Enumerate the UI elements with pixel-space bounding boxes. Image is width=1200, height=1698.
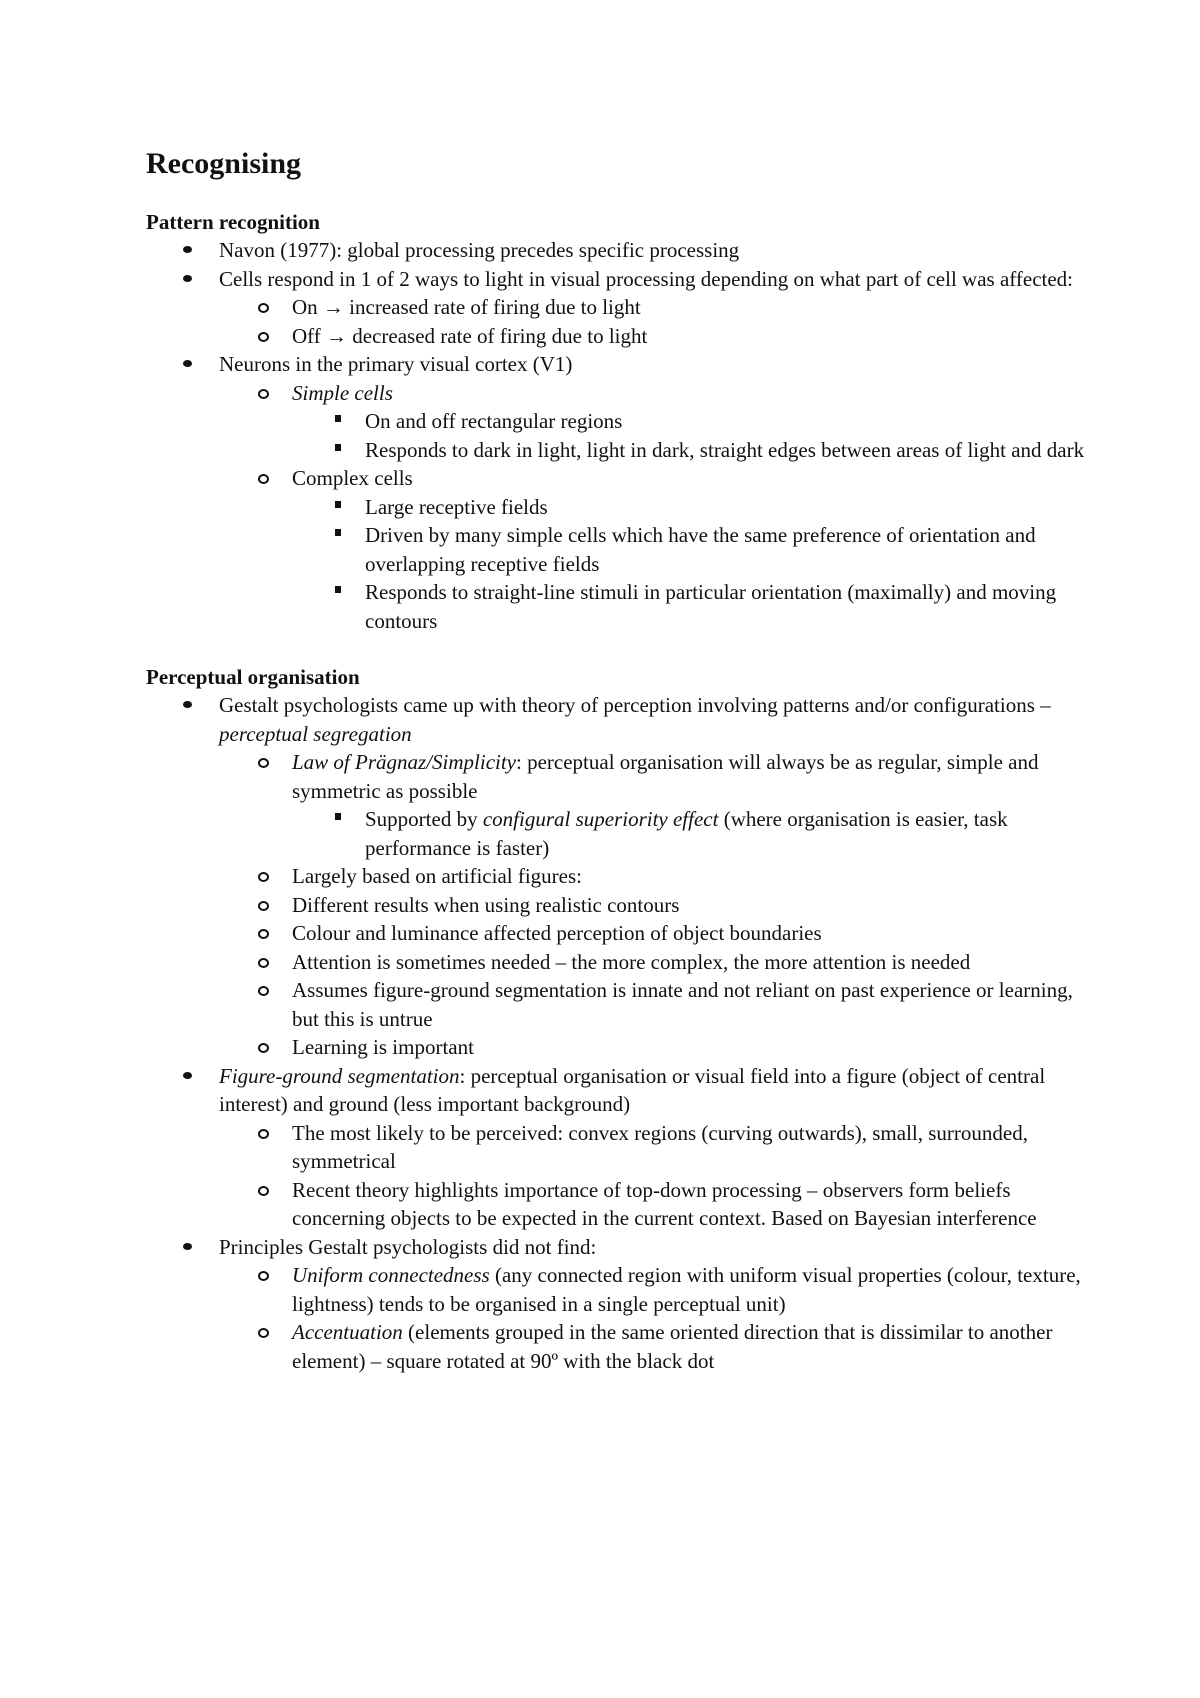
- section: [146, 663, 1086, 1375]
- hollow-circle-bullet-icon: [258, 389, 269, 399]
- hollow-circle-bullet-icon: [258, 1043, 269, 1053]
- list-item-level-2: [146, 1318, 1086, 1375]
- item-text: Largely based on artificial figures:: [292, 864, 583, 888]
- hollow-circle-bullet-icon: [258, 474, 269, 484]
- list-item-level-3: [146, 493, 1086, 522]
- item-text: : perceptual organisation or visual field into a figure (object of central interest) and ground (less important background): [219, 1063, 1046, 1116]
- item-text: The most likely to be perceived: convex regions (curving outwards), small, surrounded, symmetrical: [292, 1120, 1028, 1173]
- list-item-level-1: [146, 265, 1086, 294]
- section-heading: Pattern recognition: [146, 210, 320, 234]
- item-text: Supported by: [365, 807, 483, 831]
- filled-circle-bullet-icon: [183, 275, 192, 282]
- list-item-level-2: [146, 322, 1086, 351]
- hollow-circle-bullet-icon: [258, 1271, 269, 1281]
- item-text: Assumes figure-ground segmentation is innate and not reliant on past experience or learning, but this is untrue: [292, 978, 1073, 1031]
- list-item-level-2: [146, 1261, 1086, 1318]
- square-bullet-icon: [335, 444, 341, 451]
- list-item-level-3: [146, 805, 1086, 862]
- list-item-level-2: [146, 1033, 1086, 1062]
- list-item-level-3: [146, 521, 1086, 578]
- item-text: (where organisation is easier, task performance is faster): [365, 807, 1008, 860]
- item-text: Cells respond in 1 of 2 ways to light in visual processing depending on what part of cell was affected:: [219, 266, 1074, 291]
- square-bullet-icon: [335, 415, 341, 422]
- hollow-circle-bullet-icon: [258, 986, 269, 996]
- item-text: Responds to dark in light, light in dark, straight edges between areas of light and dark: [365, 437, 1085, 462]
- list-item-level-2: [146, 1176, 1086, 1233]
- hollow-circle-bullet-icon: [258, 1186, 269, 1196]
- italic-text: Figure-ground segmentation: [219, 1063, 460, 1088]
- item-text: Neurons in the primary visual cortex (V1): [219, 352, 573, 376]
- list-item-level-1: [146, 691, 1086, 748]
- list-item-level-2: [146, 748, 1086, 805]
- italic-text: Accentuation: [292, 1320, 403, 1344]
- square-bullet-icon: [335, 501, 341, 508]
- item-text: (any connected region with uniform visual properties (colour, texture, lightness) tends to be organised in a single perceptual unit): [292, 1263, 1081, 1316]
- document-page: [146, 146, 1086, 1375]
- italic-text: Uniform connectedness: [292, 1263, 490, 1287]
- item-text: Gestalt psychologists came up with theory of perception involving patterns and/or configurations –: [219, 693, 1051, 717]
- square-bullet-icon: [335, 813, 341, 820]
- hollow-circle-bullet-icon: [258, 1129, 269, 1139]
- italic-text: configural superiority effect: [482, 807, 719, 831]
- hollow-circle-bullet-icon: [258, 958, 269, 968]
- item-text: On → increased rate of firing due to light: [292, 295, 641, 319]
- filled-circle-bullet-icon: [183, 1072, 192, 1079]
- list-item-level-2: [146, 948, 1086, 977]
- item-text: On and off rectangular regions: [365, 409, 623, 433]
- item-text: Recent theory highlights importance of top-down processing – observers form beliefs concerning objects to be expected in the current context. Based on Bayesian interference: [292, 1177, 1037, 1230]
- italic-text: Simple cells: [292, 380, 393, 405]
- document-body: [146, 208, 1086, 1375]
- item-text: Learning is important: [292, 1035, 474, 1059]
- italic-text: perceptual segregation: [219, 721, 412, 746]
- list-item-level-1: [146, 1062, 1086, 1119]
- list-item-level-1: [146, 236, 1086, 265]
- bullet-list: [146, 691, 1086, 1375]
- section-heading: Perceptual organisation: [146, 665, 360, 689]
- italic-text: Law of Prägnaz/Simplicity: [292, 750, 517, 774]
- square-bullet-icon: [335, 586, 341, 593]
- hollow-circle-bullet-icon: [258, 303, 269, 313]
- filled-circle-bullet-icon: [183, 1243, 192, 1250]
- item-text: Different results when using realistic contours: [292, 892, 680, 917]
- list-item-level-2: [146, 919, 1086, 948]
- list-item-level-2: [146, 976, 1086, 1033]
- item-text: Colour and luminance affected perception of object boundaries: [292, 921, 822, 945]
- list-item-level-3: [146, 436, 1086, 465]
- item-text: Off → decreased rate of firing due to light: [292, 323, 648, 348]
- hollow-circle-bullet-icon: [258, 929, 269, 939]
- list-item-level-2: [146, 862, 1086, 891]
- list-item-level-2: [146, 1119, 1086, 1176]
- list-item-level-2: [146, 379, 1086, 408]
- hollow-circle-bullet-icon: [258, 872, 269, 882]
- item-text: Navon (1977): global processing precedes specific processing: [219, 238, 740, 262]
- filled-circle-bullet-icon: [183, 360, 192, 367]
- item-text: Principles Gestalt psychologists did not find:: [219, 1234, 597, 1259]
- item-text: Attention is sometimes needed – the more complex, the more attention is needed: [292, 949, 971, 974]
- item-text: (elements grouped in the same oriented direction that is dissimilar to another element) – square rotated at 90º with the black dot: [292, 1320, 1053, 1373]
- document-title: Recognising: [146, 147, 302, 180]
- bullet-list: [146, 236, 1086, 635]
- item-text: Responds to straight-line stimuli in particular orientation (maximally) and moving contours: [365, 580, 1057, 633]
- section: [146, 208, 1086, 635]
- list-item-level-2: [146, 464, 1086, 493]
- list-item-level-1: [146, 350, 1086, 379]
- list-item-level-3: [146, 578, 1086, 635]
- hollow-circle-bullet-icon: [258, 901, 269, 911]
- item-text: Driven by many simple cells which have the same preference of orientation and overlapping receptive fields: [365, 523, 1036, 576]
- filled-circle-bullet-icon: [183, 246, 192, 253]
- hollow-circle-bullet-icon: [258, 1328, 269, 1338]
- list-item-level-2: [146, 293, 1086, 322]
- list-item-level-2: [146, 891, 1086, 920]
- list-item-level-3: [146, 407, 1086, 436]
- item-text: Large receptive fields: [365, 494, 548, 519]
- list-item-level-1: [146, 1233, 1086, 1262]
- item-text: Complex cells: [292, 466, 413, 490]
- filled-circle-bullet-icon: [183, 701, 192, 708]
- hollow-circle-bullet-icon: [258, 758, 269, 768]
- square-bullet-icon: [335, 529, 341, 536]
- hollow-circle-bullet-icon: [258, 332, 269, 342]
- item-text: : perceptual organisation will always be as regular, simple and symmetric as possible: [292, 750, 1039, 803]
